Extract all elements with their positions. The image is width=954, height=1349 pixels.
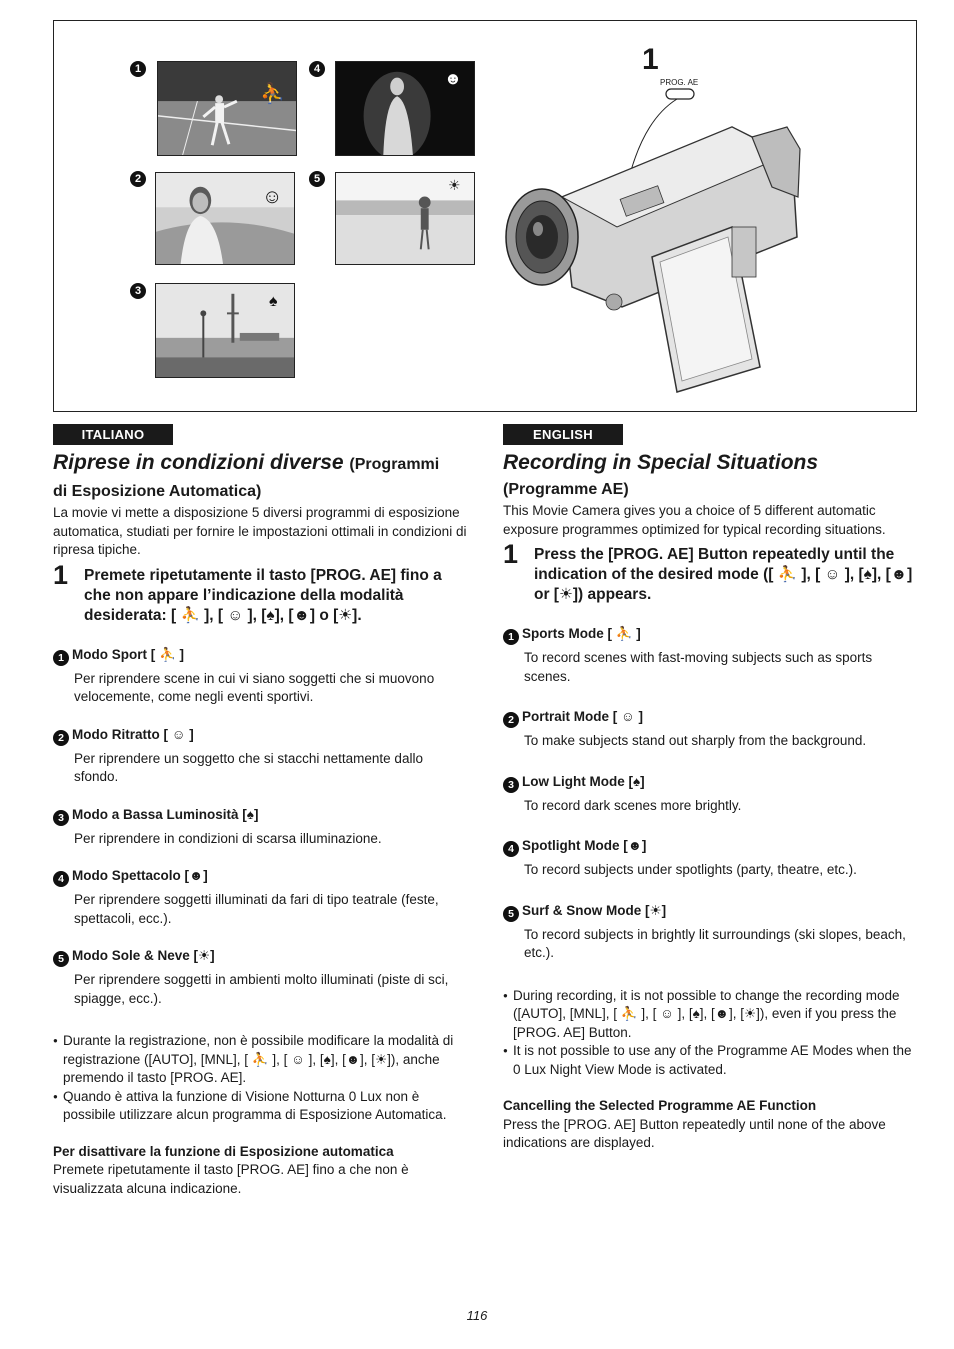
photo-1-number: 1 xyxy=(130,61,146,77)
italian-mode-low-light xyxy=(53,806,469,849)
figure-step-number: 1 xyxy=(642,43,659,76)
mode-number-badge: 2 xyxy=(53,730,69,746)
mode-heading: Modo Spettacolo [☻] xyxy=(72,868,208,883)
italian-step-1 xyxy=(53,559,469,626)
mode-heading: Sports Mode [ ⛹ ] xyxy=(522,626,641,641)
english-mode-spotlight xyxy=(503,837,919,880)
note-item: ● Durante la registrazione, non è possibile modificare la modalità di registrazione ([AUTO], [MNL], [ ⛹ ], [ ☺ ], [♠], [☻], [☀]), anche premendo il tasto [PROG. AE]. xyxy=(53,1032,469,1088)
mode-description: Per riprendere soggetti in ambienti molto illuminati (piste di sci, spiagge, ecc.). xyxy=(74,972,449,1006)
english-mode-sports xyxy=(503,625,919,686)
english-subtitle: (Programme AE) xyxy=(503,481,629,498)
english-mode-surf-snow xyxy=(503,902,919,963)
prog-ae-callout-label: PROG. AE xyxy=(660,78,699,87)
italian-cancel-section xyxy=(53,1143,469,1199)
italian-subtitle: di Esposizione Automatica) xyxy=(53,483,262,500)
italian-mode-surf-snow xyxy=(53,947,469,1008)
mode-heading: Modo Sport [ ⛹ ] xyxy=(72,646,185,662)
mode-number-badge: 3 xyxy=(53,810,69,826)
english-intro: This Movie Camera gives you a choice of 5 different automatic exposure programmes optimized for typical recording situations. xyxy=(503,503,886,537)
note-item: ● During recording, it is not possible to change the recording mode ([AUTO], [MNL], [ ⛹ ], [ ☺ ], [♠], [☻], [☀]), even if you press the [PROG. AE] Button. xyxy=(503,987,919,1043)
italian-mode-spotlight xyxy=(53,867,469,928)
mode-description: To record subjects under spotlights (party, theatre, etc.). xyxy=(524,862,857,877)
mode-description: To make subjects stand out sharply from the background. xyxy=(524,733,867,748)
english-cancel-section xyxy=(503,1097,919,1153)
english-mode-portrait xyxy=(503,708,919,751)
english-language-tab: ENGLISH xyxy=(503,424,623,445)
prog-ae-button-callout xyxy=(666,89,694,99)
mode-number-badge: 3 xyxy=(503,777,519,793)
cancel-heading: Per disattivare la funzione di Esposizione automatica xyxy=(53,1143,394,1159)
italian-language-tab: ITALIANO xyxy=(53,424,173,445)
mode-description: To record subjects in brightly lit surroundings (ski slopes, beach, etc.). xyxy=(524,926,906,960)
mode-description: Per riprendere un soggetto che si stacchi nettamente dallo sfondo. xyxy=(74,750,423,784)
italian-column xyxy=(53,450,469,1198)
note-item: ● Quando è attiva la funzione di Visione Notturna 0 Lux non è possibile utilizzare alcun programma di Esposizione Automatica. xyxy=(53,1088,469,1125)
mode-number-badge: 1 xyxy=(53,650,69,666)
mode-heading: Portrait Mode [ ☺ ] xyxy=(522,709,644,724)
english-mode-low-light xyxy=(503,773,919,816)
english-step-1 xyxy=(503,539,919,605)
cancel-body: Premete ripetutamente il tasto [PROG. AE] fino a che non è visualizzata alcuna indicazione. xyxy=(53,1162,409,1196)
italian-intro: La movie vi mette a disposizione 5 diversi programmi di esposizione automatica, studiati per fornire le impostazioni ottimali in condizioni di ripresa tipiche. xyxy=(53,505,467,557)
cancel-heading: Cancelling the Selected Programme AE Function xyxy=(503,1098,817,1113)
low-light-mode-icon: ♠ xyxy=(269,293,278,310)
photo-2-number: 2 xyxy=(130,171,146,187)
surf-snow-mode-icon: ☀ xyxy=(448,177,461,193)
english-step-number: 1 xyxy=(503,539,519,569)
photo-5-number: 5 xyxy=(309,171,325,187)
italian-mode-portrait xyxy=(53,726,469,787)
italian-step-number: 1 xyxy=(53,559,69,590)
italian-step-text: Premete ripetutamente il tasto [PROG. AE] fino a che non appare l’indicazione della modalità desiderata: [ ⛹ ], [ ☺ ], [♠], [☻] o [☀]. xyxy=(84,566,442,624)
sports-photo xyxy=(157,61,297,156)
mode-number-badge: 5 xyxy=(503,906,519,922)
mode-heading: Modo Sole & Neve [☀] xyxy=(72,948,215,963)
sports-mode-icon: ⛹ xyxy=(260,83,285,105)
mode-heading: Modo a Bassa Luminosità [♠] xyxy=(72,806,259,822)
italian-notes xyxy=(53,1032,469,1125)
mode-description: Per riprendere soggetti illuminati da fari di tipo teatrale (feste, spettacoli, ecc.). xyxy=(74,892,439,926)
italian-title xyxy=(53,450,469,478)
mode-description: Per riprendere scene in cui vi siano soggetti che si muovono velocemente, come negli eventi sportivi. xyxy=(74,670,435,704)
mode-description: Per riprendere in condizioni di scarsa illuminazione. xyxy=(74,830,382,846)
mode-number-badge: 1 xyxy=(503,629,519,645)
portrait-mode-icon: ☺ xyxy=(262,186,283,208)
mode-description: To record scenes with fast-moving subjects such as sports scenes. xyxy=(524,650,873,684)
photo-3-number: 3 xyxy=(130,283,146,299)
page-number: 116 xyxy=(466,1308,488,1323)
english-notes xyxy=(503,987,919,1080)
cancel-body: Press the [PROG. AE] Button repeatedly until none of the above indications are displayed. xyxy=(503,1116,886,1150)
mode-heading: Low Light Mode [♠] xyxy=(522,773,645,789)
photo-4-number: 4 xyxy=(309,61,325,77)
mode-heading: Surf & Snow Mode [☀] xyxy=(522,902,667,918)
mode-heading: Modo Ritratto [ ☺ ] xyxy=(72,726,194,742)
mode-description: To record dark scenes more brightly. xyxy=(524,797,742,813)
english-column xyxy=(503,450,919,1153)
camera-illustration xyxy=(502,87,802,397)
italian-title-suffix: (Programmi xyxy=(349,456,440,473)
mode-number-badge: 4 xyxy=(503,841,519,857)
italian-mode-sport xyxy=(53,646,469,707)
english-title: Recording in Special Situations xyxy=(503,451,819,474)
english-step-text: Press the [PROG. AE] Button repeatedly until the indication of the desired mode ([ ⛹ ], [ ☺ ], [♠], [☻] or [☀]) appears. xyxy=(534,546,913,603)
mode-number-badge: 2 xyxy=(503,712,519,728)
mode-number-badge: 4 xyxy=(53,871,69,887)
note-item: ● It is not possible to use any of the Programme AE Modes when the 0 Lux Night View Mode is activated. xyxy=(503,1042,919,1079)
mode-number-badge: 5 xyxy=(53,951,69,967)
spotlight-mode-icon: ☻ xyxy=(444,69,462,88)
mode-heading: Spotlight Mode [☻] xyxy=(522,838,647,853)
illustration-panel xyxy=(53,20,917,412)
italian-title-text: Riprese in condizioni diverse xyxy=(53,451,344,474)
